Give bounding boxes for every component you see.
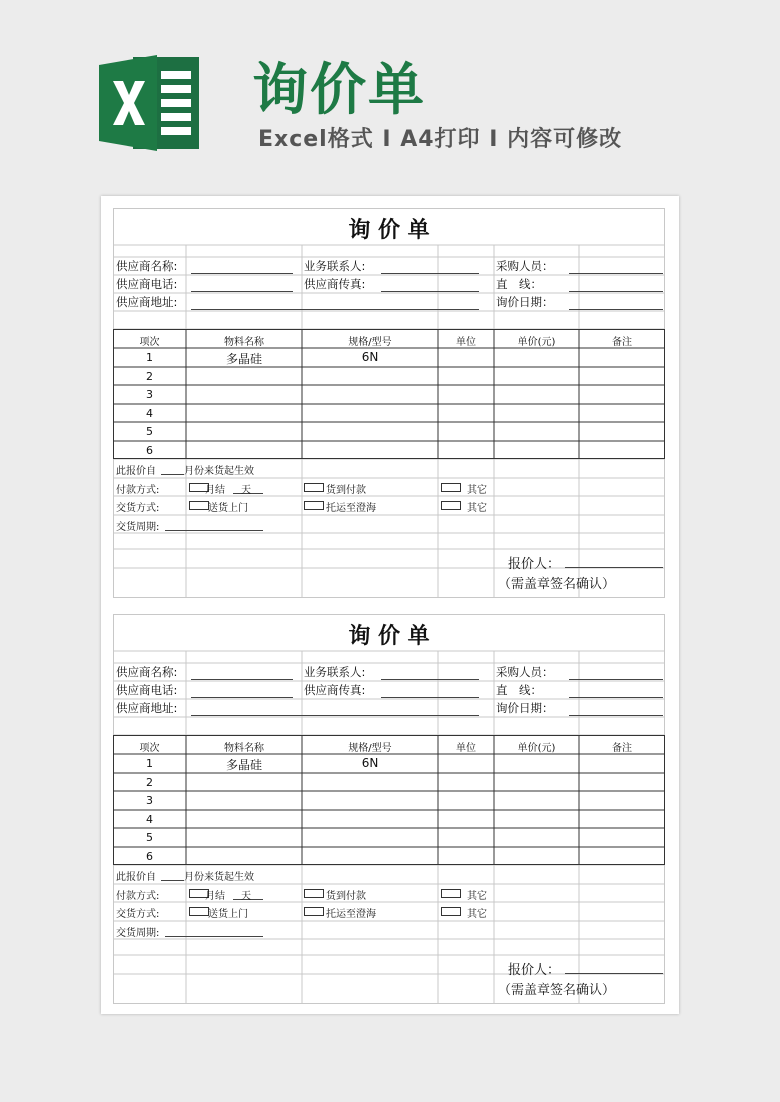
direct-line-field[interactable] bbox=[569, 697, 663, 698]
col-header-remarks: 备注 bbox=[612, 337, 632, 348]
row-1-item-no: 1 bbox=[146, 351, 153, 364]
inquiry-date-field[interactable] bbox=[569, 715, 663, 716]
supplier-phone-field[interactable] bbox=[191, 291, 293, 292]
inquiry-form-2 bbox=[113, 614, 665, 1004]
business-contact-field[interactable] bbox=[381, 273, 479, 274]
validity-month-field[interactable] bbox=[161, 474, 184, 475]
delivery-door-label: 送货上门 bbox=[208, 909, 248, 920]
payment-monthly-label: 月结 bbox=[205, 891, 225, 902]
direct-line-label: 直 线： bbox=[496, 277, 542, 291]
payment-days-unit: 天 bbox=[241, 891, 251, 902]
payment-cod-checkbox[interactable] bbox=[304, 889, 324, 898]
inquiry-date-label: 询价日期： bbox=[496, 701, 554, 715]
supplier-address-label: 供应商地址: bbox=[116, 701, 178, 715]
delivery-method-label: 交货方式: bbox=[116, 909, 160, 920]
delivery-freight-checkbox[interactable] bbox=[304, 501, 324, 510]
row-1-material-name: 多晶硅 bbox=[225, 352, 262, 366]
delivery-door-checkbox[interactable] bbox=[189, 907, 209, 916]
direct-line-label: 直 线： bbox=[496, 683, 542, 697]
validity-label: 此报价自 bbox=[116, 466, 156, 477]
excel-logo-icon bbox=[99, 55, 201, 151]
inquiry-date-label: 询价日期： bbox=[496, 295, 554, 309]
inquiry-form-1 bbox=[113, 208, 665, 598]
inquiry-date-field[interactable] bbox=[569, 309, 663, 310]
delivery-cycle-field[interactable] bbox=[165, 936, 263, 937]
form-grid bbox=[113, 614, 665, 1004]
supplier-fax-field[interactable] bbox=[381, 291, 479, 292]
form-title: 询 价 单 bbox=[348, 624, 430, 649]
row-3-item-no: 3 bbox=[146, 388, 153, 401]
col-header-unit: 单位 bbox=[456, 743, 476, 754]
supplier-name-label: 供应商名称: bbox=[116, 665, 178, 679]
delivery-method-label: 交货方式: bbox=[116, 503, 160, 514]
delivery-freight-checkbox[interactable] bbox=[304, 907, 324, 916]
direct-line-field[interactable] bbox=[569, 291, 663, 292]
col-header-remarks: 备注 bbox=[612, 743, 632, 754]
validity-label: 此报价自 bbox=[116, 872, 156, 883]
col-header-spec-model: 规格/型号 bbox=[348, 337, 392, 348]
validity-suffix: 月份来货起生效 bbox=[184, 872, 254, 883]
delivery-cycle-label: 交货周期: bbox=[116, 928, 160, 939]
payment-other-checkbox[interactable] bbox=[441, 889, 461, 898]
supplier-phone-label: 供应商电话: bbox=[116, 683, 178, 697]
payment-other-checkbox[interactable] bbox=[441, 483, 461, 492]
page-subtitle: Excel格式 I A4打印 I 内容可修改 bbox=[258, 127, 623, 152]
delivery-cycle-label: 交货周期: bbox=[116, 522, 160, 533]
delivery-other-label: 其它 bbox=[467, 909, 487, 920]
purchaser-field[interactable] bbox=[569, 679, 663, 680]
delivery-other-checkbox[interactable] bbox=[441, 907, 461, 916]
delivery-door-checkbox[interactable] bbox=[189, 501, 209, 510]
row-5-item-no: 5 bbox=[146, 831, 153, 844]
delivery-other-label: 其它 bbox=[467, 503, 487, 514]
row-4-item-no: 4 bbox=[146, 407, 153, 420]
document-sheet bbox=[101, 196, 679, 1014]
validity-month-field[interactable] bbox=[161, 880, 184, 881]
purchaser-label: 采购人员： bbox=[496, 259, 554, 273]
quoter-label: 报价人： bbox=[508, 963, 561, 978]
supplier-fax-label: 供应商传真: bbox=[304, 277, 366, 291]
business-contact-label: 业务联系人: bbox=[304, 665, 366, 679]
col-header-material-name: 物料名称 bbox=[224, 337, 264, 348]
col-header-material-name: 物料名称 bbox=[224, 743, 264, 754]
form-title: 询 价 单 bbox=[348, 218, 430, 243]
business-contact-field[interactable] bbox=[381, 679, 479, 680]
seal-note: （需盖章签名确认） bbox=[498, 577, 616, 592]
row-1-spec-model: 6N bbox=[361, 350, 379, 364]
col-header-unit-price: 单价(元) bbox=[517, 337, 556, 348]
quoter-field[interactable] bbox=[565, 567, 663, 568]
supplier-fax-field[interactable] bbox=[381, 697, 479, 698]
quoter-field[interactable] bbox=[565, 973, 663, 974]
supplier-phone-label: 供应商电话: bbox=[116, 277, 178, 291]
payment-monthly-label: 月结 bbox=[205, 485, 225, 496]
delivery-other-checkbox[interactable] bbox=[441, 501, 461, 510]
col-header-item-no: 项次 bbox=[139, 337, 160, 348]
supplier-address-field[interactable] bbox=[191, 715, 479, 716]
supplier-phone-field[interactable] bbox=[191, 697, 293, 698]
col-header-unit-price: 单价(元) bbox=[517, 743, 556, 754]
payment-method-label: 付款方式: bbox=[116, 485, 160, 496]
delivery-freight-label: 托运至澄海 bbox=[326, 503, 376, 514]
row-5-item-no: 5 bbox=[146, 425, 153, 438]
supplier-address-field[interactable] bbox=[191, 309, 479, 310]
supplier-fax-label: 供应商传真: bbox=[304, 683, 366, 697]
payment-cod-label: 货到付款 bbox=[326, 485, 366, 496]
row-3-item-no: 3 bbox=[146, 794, 153, 807]
payment-cod-checkbox[interactable] bbox=[304, 483, 324, 492]
row-2-item-no: 2 bbox=[146, 370, 153, 383]
row-1-material-name: 多晶硅 bbox=[225, 758, 262, 772]
col-header-unit: 单位 bbox=[456, 337, 476, 348]
validity-suffix: 月份来货起生效 bbox=[184, 466, 254, 477]
quoter-label: 报价人： bbox=[508, 557, 561, 572]
delivery-freight-label: 托运至澄海 bbox=[326, 909, 376, 920]
delivery-door-label: 送货上门 bbox=[208, 503, 248, 514]
business-contact-label: 业务联系人: bbox=[304, 259, 366, 273]
delivery-cycle-field[interactable] bbox=[165, 530, 263, 531]
row-1-spec-model: 6N bbox=[361, 756, 379, 770]
supplier-name-field[interactable] bbox=[191, 273, 293, 274]
col-header-item-no: 项次 bbox=[139, 743, 160, 754]
payment-cod-label: 货到付款 bbox=[326, 891, 366, 902]
row-4-item-no: 4 bbox=[146, 813, 153, 826]
payment-method-label: 付款方式: bbox=[116, 891, 160, 902]
row-6-item-no: 6 bbox=[146, 444, 153, 457]
form-grid bbox=[113, 208, 665, 598]
row-2-item-no: 2 bbox=[146, 776, 153, 789]
purchaser-field[interactable] bbox=[569, 273, 663, 274]
payment-other-label: 其它 bbox=[467, 891, 487, 902]
purchaser-label: 采购人员： bbox=[496, 665, 554, 679]
supplier-name-field[interactable] bbox=[191, 679, 293, 680]
row-1-item-no: 1 bbox=[146, 757, 153, 770]
seal-note: （需盖章签名确认） bbox=[498, 983, 616, 998]
payment-other-label: 其它 bbox=[467, 485, 487, 496]
supplier-address-label: 供应商地址: bbox=[116, 295, 178, 309]
supplier-name-label: 供应商名称: bbox=[116, 259, 178, 273]
page-title: 询价单 bbox=[252, 58, 426, 123]
row-6-item-no: 6 bbox=[146, 850, 153, 863]
payment-days-unit: 天 bbox=[241, 485, 251, 496]
col-header-spec-model: 规格/型号 bbox=[348, 743, 392, 754]
